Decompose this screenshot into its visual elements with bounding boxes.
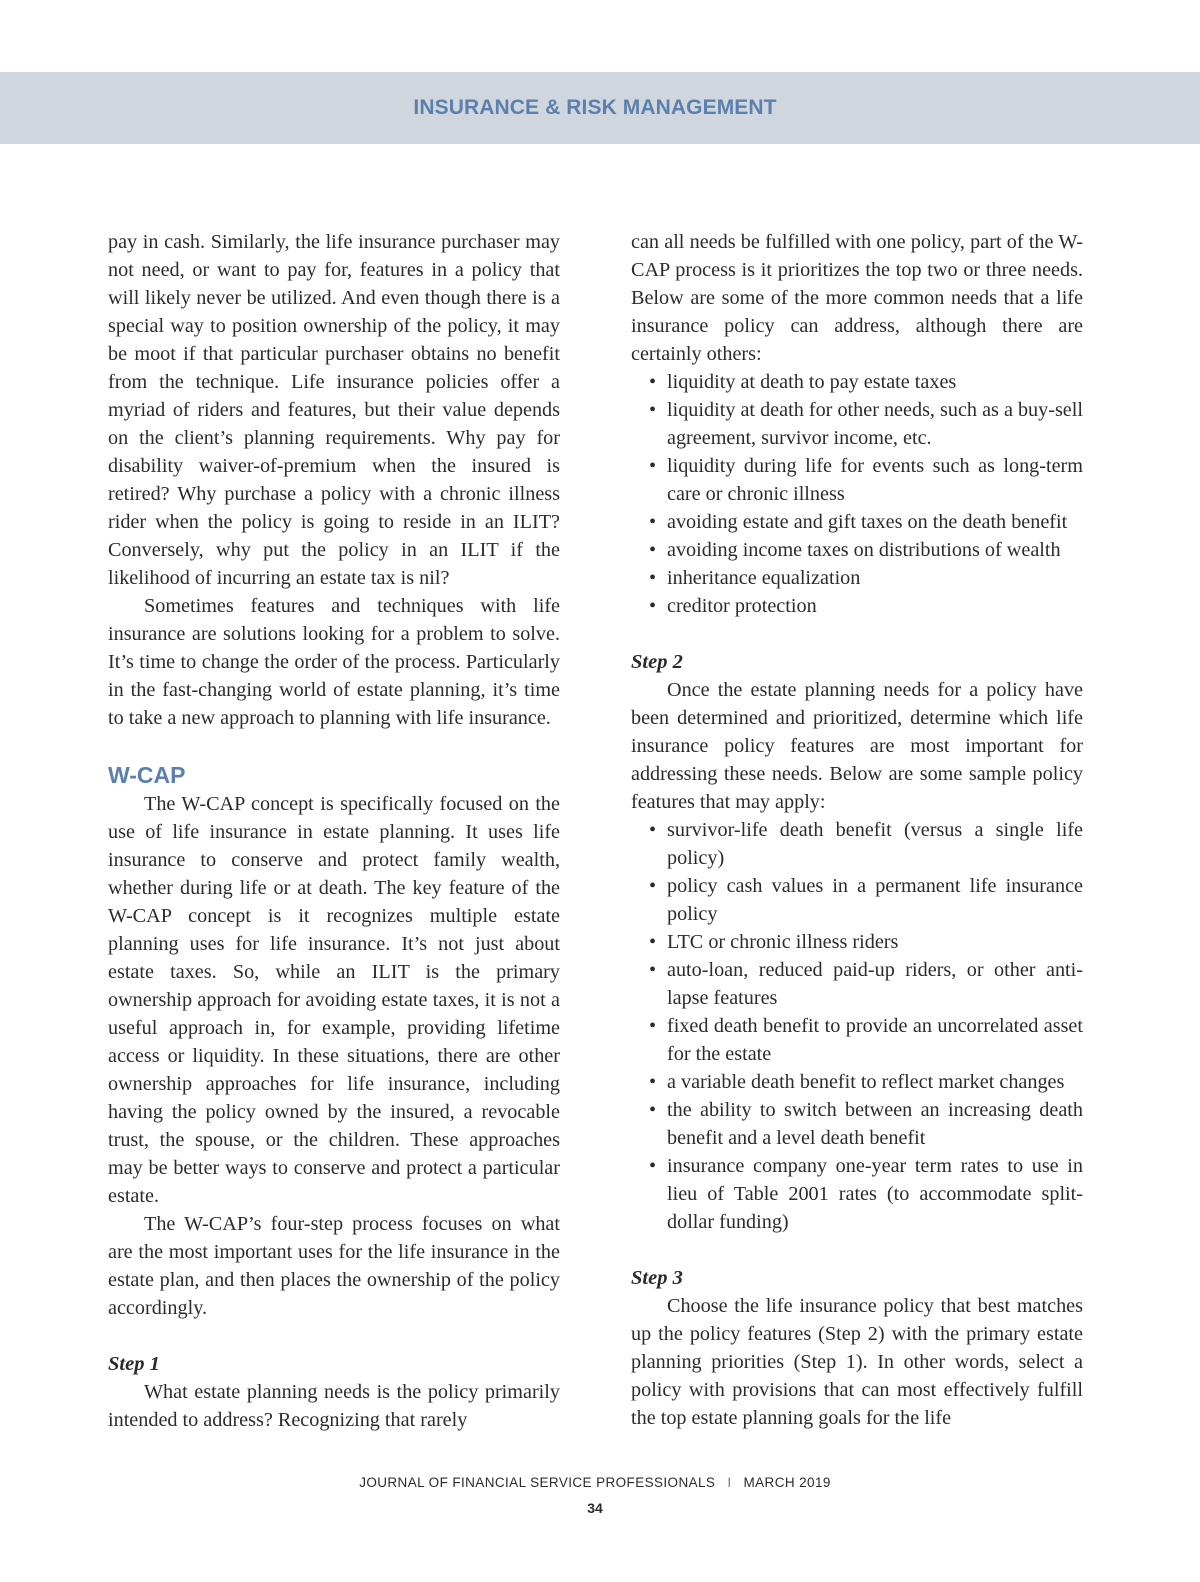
- list-item: • liquidity at death for other needs, such as a buy-sell agreement, survivor income, etc.: [631, 396, 1083, 452]
- paragraph: can all needs be fulfilled with one policy, part of the W-CAP process is it prioritizes the top two or three needs. Below are some of the more common needs that a life insurance policy can address, although there are certainly others:: [631, 231, 1083, 365]
- list-item: • survivor-life death benefit (versus a single life policy): [631, 816, 1083, 872]
- paragraph: Sometimes features and techniques with life insurance are solutions looking for a problem to solve. It’s time to change the order of the process. Particularly in the fast-changing world of estate planning, it’s time to take a new approach to planning with life insurance.: [108, 595, 560, 729]
- right-column: [631, 228, 1083, 1432]
- journal-name: JOURNAL OF FINANCIAL SERVICE PROFESSIONALS: [359, 1475, 716, 1490]
- wcap-heading: W-CAP: [108, 762, 186, 788]
- list-item: • a variable death benefit to reflect market changes: [631, 1068, 1083, 1096]
- list-item: • the ability to switch between an increasing death benefit and a level death benefit: [631, 1096, 1083, 1152]
- list-item: • creditor protection: [631, 592, 1083, 620]
- paragraph: The W-CAP concept is specifically focused on the use of life insurance in estate planning. It uses life insurance to conserve and protect family wealth, whether during life or at death. The key feature of the W-CAP concept is it recognizes multiple estate planning uses for life insurance. It’s not just about estate taxes. So, while an ILIT is the primary ownership approach for avoiding estate taxes, it is not a useful approach in, for example, providing lifetime access or liquidity. In these situations, there are other ownership approaches for life insurance, including having the policy owned by the insured, a revocable trust, the spouse, or the children. These approaches may be better ways to conserve and protect a particular estate.: [108, 793, 560, 1207]
- list-item: • avoiding estate and gift taxes on the death benefit: [631, 508, 1083, 536]
- list-item: • liquidity during life for events such as long-term care or chronic illness: [631, 452, 1083, 508]
- paragraph: The W-CAP’s four-step process focuses on what are the most important uses for the life insurance in the estate plan, and then places the ownership of the policy accordingly.: [108, 1213, 560, 1319]
- needs-list: [631, 368, 1083, 620]
- list-item: • auto-loan, reduced paid-up riders, or other anti-lapse features: [631, 956, 1083, 1012]
- issue-date: MARCH 2019: [743, 1475, 831, 1490]
- list-item: • avoiding income taxes on distributions of wealth: [631, 536, 1083, 564]
- step1-heading: Step 1: [108, 1353, 160, 1375]
- list-item: • insurance company one-year term rates to use in lieu of Table 2001 rates (to accommodate split-dollar funding): [631, 1152, 1083, 1236]
- paragraph: Once the estate planning needs for a policy have been determined and prioritized, determine which life insurance policy features are most important for addressing these needs. Below are some sample policy features that may apply:: [631, 679, 1083, 813]
- list-item: • LTC or chronic illness riders: [631, 928, 1083, 956]
- list-item: • policy cash values in a permanent life insurance policy: [631, 872, 1083, 928]
- footer-separator: I: [727, 1475, 732, 1490]
- step3-heading: Step 3: [631, 1267, 683, 1289]
- page-number: 34: [587, 1500, 603, 1516]
- footer: [0, 1475, 1190, 1490]
- paragraph: What estate planning needs is the policy primarily intended to address? Recognizing that rarely: [108, 1381, 560, 1431]
- list-item: • inheritance equalization: [631, 564, 1083, 592]
- list-item: • fixed death benefit to provide an uncorrelated asset for the estate: [631, 1012, 1083, 1068]
- section-title: INSURANCE & RISK MANAGEMENT: [413, 96, 777, 119]
- paragraph: Choose the life insurance policy that best matches up the policy features (Step 2) with the primary estate planning priorities (Step 1). In other words, select a policy with provisions that can most effectively fulfill the top estate planning goals for the life: [631, 1295, 1083, 1429]
- paragraph: pay in cash. Similarly, the life insurance purchaser may not need, or want to pay for, features in a policy that will likely never be utilized. And even though there is a special way to position ownership of the policy, it may be moot if that particular purchaser obtains no benefit from the technique. Life insurance policies offer a myriad of riders and features, but their value depends on the client’s planning requirements. Why pay for disability waiver-of-premium when the insured is retired? Why purchase a policy with a chronic illness rider when the policy is going to reside in an ILIT? Conversely, why put the policy in an ILIT if the likelihood of incurring an estate tax is nil?: [108, 231, 560, 589]
- step2-heading: Step 2: [631, 651, 683, 673]
- left-column: [108, 228, 560, 1434]
- features-list: [631, 816, 1083, 1236]
- list-item: • liquidity at death to pay estate taxes: [631, 368, 1083, 396]
